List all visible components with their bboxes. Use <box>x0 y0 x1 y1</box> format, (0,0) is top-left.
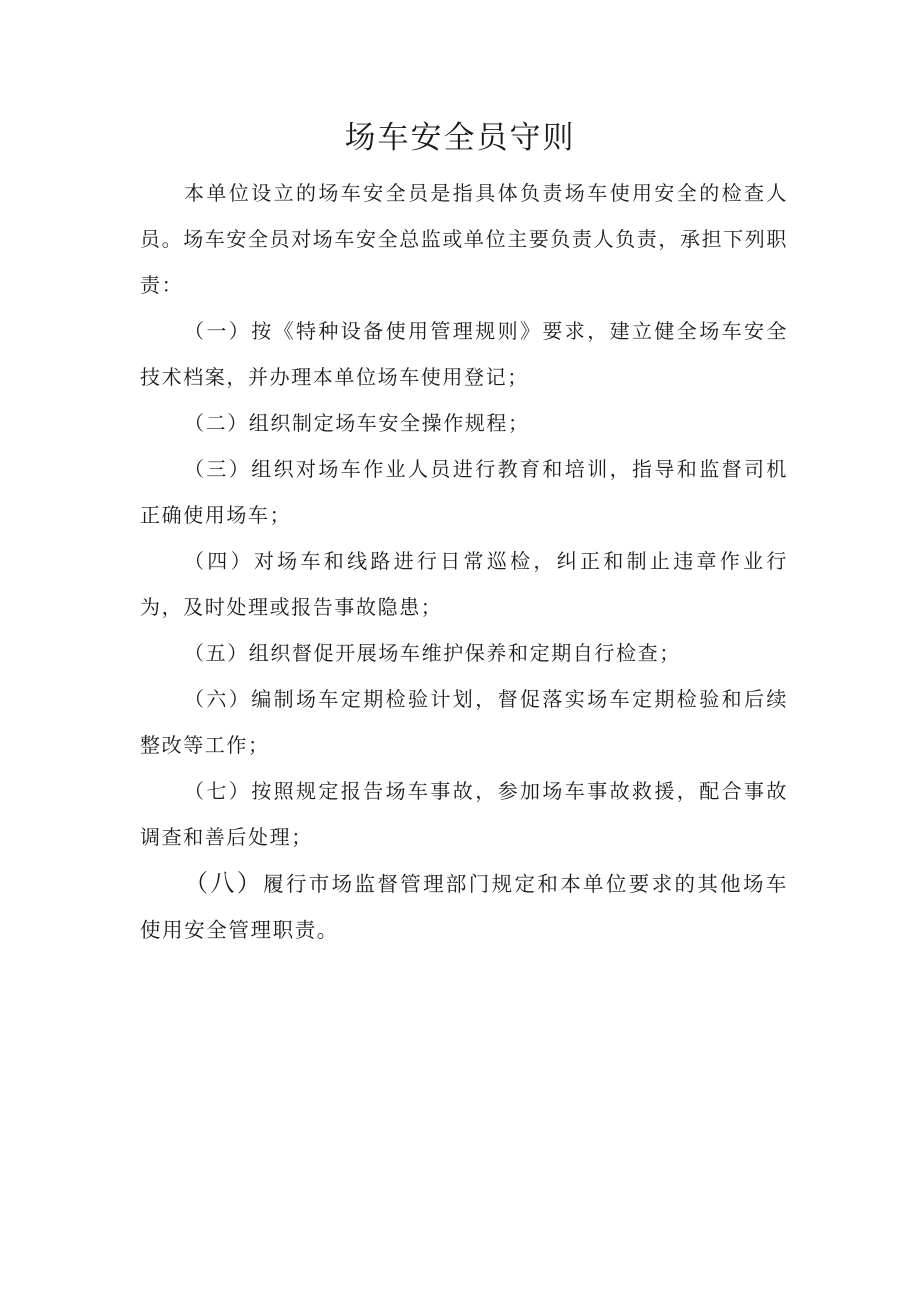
document-title: 场车安全员守则 <box>344 120 576 156</box>
duty-item-8-number: （八） <box>184 869 264 897</box>
document-body <box>140 170 788 953</box>
duty-item-7: （七）按照规定报告场车事故，参加场车事故救援，配合事故调查和善后处理； <box>140 779 788 849</box>
duty-item-4: （四）对场车和线路进行日常巡检，纠正和制止违章作业行为，及时处理或报告事故隐患； <box>140 549 788 619</box>
duty-item-6: （六）编制场车定期检验计划，督促落实场车定期检验和后续整改等工作； <box>140 687 788 757</box>
intro-paragraph: 本单位设立的场车安全员是指具体负责场车使用安全的检查人员。场车安全员对场车安全总监或单位主要负责人负责，承担下列职责： <box>140 181 788 297</box>
duty-item-8-text: 履行市场监督管理部门规定和本单位要求的其他场车使用安全管理职责。 <box>140 872 788 942</box>
duty-item-2: （二）组织制定场车安全操作规程； <box>184 411 530 435</box>
duty-item-3: （三）组织对场车作业人员进行教育和培训，指导和监督司机正确使用场车； <box>140 457 788 527</box>
duty-item-5: （五）组织督促开展场车维护保养和定期自行检查； <box>184 641 681 665</box>
duty-item-8 <box>140 860 788 953</box>
duty-item-1: （一）按《特种设备使用管理规则》要求，建立健全场车安全技术档案，并办理本单位场车使用登记； <box>140 319 788 389</box>
